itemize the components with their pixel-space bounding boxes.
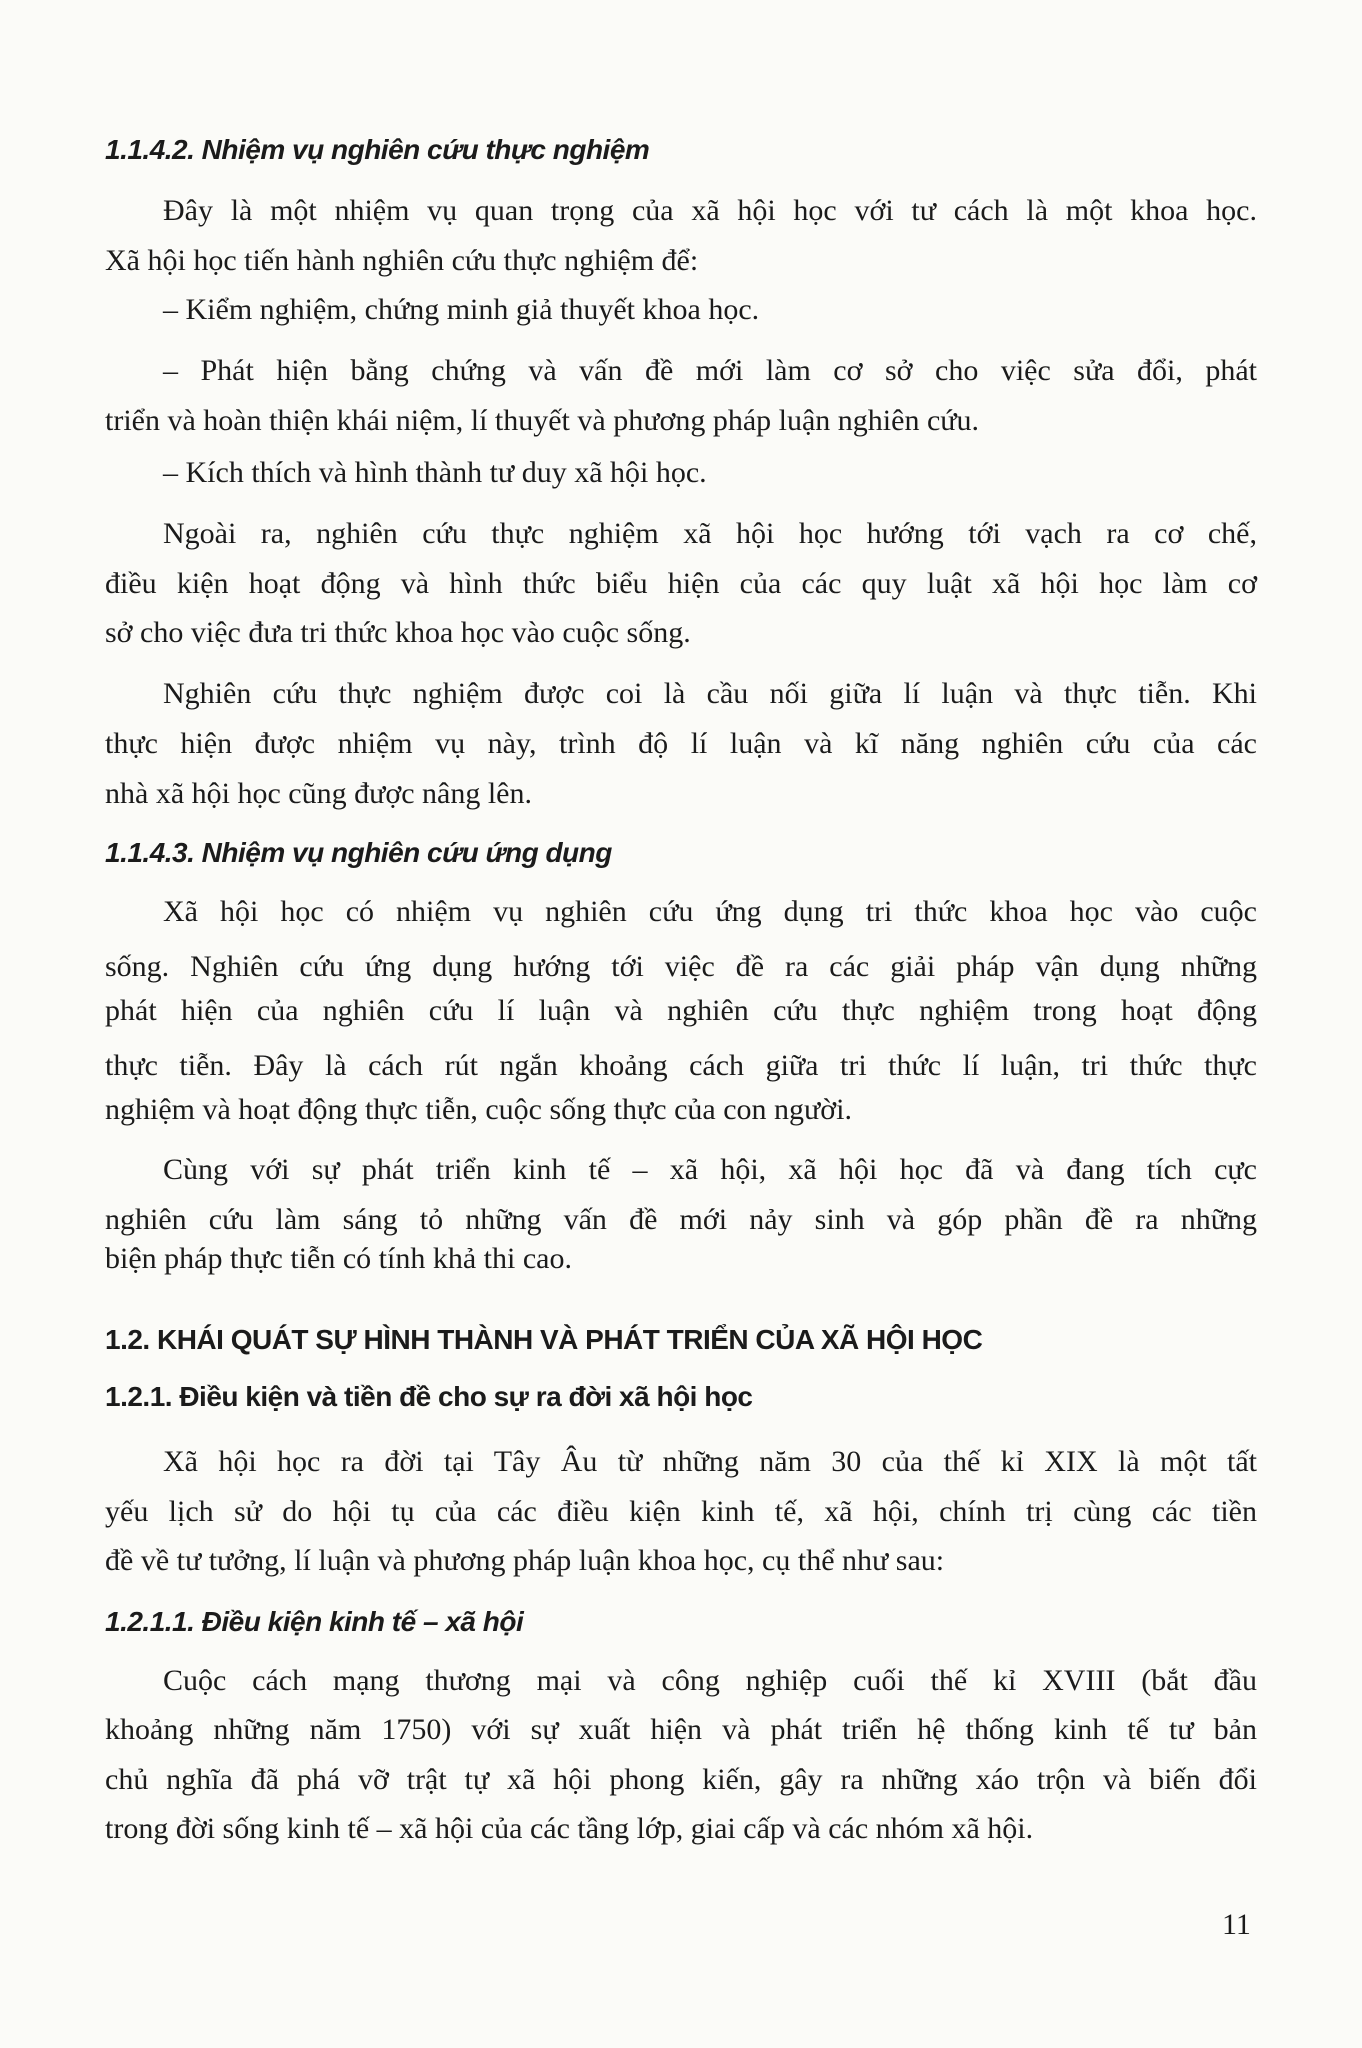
section-heading: 1.1.4.2. Nhiệm vụ nghiên cứu thực nghiệm bbox=[105, 134, 650, 165]
paragraph-line: Ngoài ra, nghiên cứu thực nghiệm xã hội học hướng tới vạch ra cơ chế, bbox=[163, 517, 1257, 550]
paragraph-line: Nghiên cứu thực nghiệm được coi là cầu nối giữa lí luận và thực tiễn. Khi bbox=[163, 677, 1257, 710]
paragraph-line: khoảng những năm 1750) với sự xuất hiện và phát triển hệ thống kinh tế tư bản bbox=[105, 1713, 1257, 1746]
section-heading: 1.1.4.3. Nhiệm vụ nghiên cứu ứng dụng bbox=[105, 837, 612, 868]
paragraph-line: yếu lịch sử do hội tụ của các điều kiện kinh tế, xã hội, chính trị cùng các tiền bbox=[105, 1495, 1257, 1528]
paragraph-line: biện pháp thực tiễn có tính khả thi cao. bbox=[105, 1242, 572, 1275]
paragraph-line: Xã hội học tiến hành nghiên cứu thực nghiệm để: bbox=[105, 244, 699, 277]
page-number: 11 bbox=[1222, 1908, 1251, 1941]
paragraph-line: nghiên cứu làm sáng tỏ những vấn đề mới nảy sinh và góp phần đề ra những bbox=[105, 1203, 1257, 1236]
paragraph-line: Xã hội học có nhiệm vụ nghiên cứu ứng dụng tri thức khoa học vào cuộc bbox=[163, 895, 1257, 928]
paragraph-line: sở cho việc đưa tri thức khoa học vào cuộc sống. bbox=[105, 616, 691, 649]
paragraph-line: Xã hội học ra đời tại Tây Âu từ những năm 30 của thế kỉ XIX là một tất bbox=[163, 1445, 1257, 1478]
paragraph-line: trong đời sống kinh tế – xã hội của các tầng lớp, giai cấp và các nhóm xã hội. bbox=[105, 1812, 1034, 1845]
paragraph-line: nghiệm và hoạt động thực tiễn, cuộc sống thực của con người. bbox=[105, 1093, 852, 1126]
paragraph-line: nhà xã hội học cũng được nâng lên. bbox=[105, 777, 533, 810]
section-heading: 1.2.1.1. Điều kiện kinh tế – xã hội bbox=[105, 1606, 524, 1637]
section-heading: 1.2.1. Điều kiện và tiền đề cho sự ra đời xã hội học bbox=[105, 1381, 753, 1412]
paragraph-line: – Phát hiện bằng chứng và vấn đề mới làm cơ sở cho việc sửa đổi, phát bbox=[163, 354, 1257, 387]
paragraph-line: chủ nghĩa đã phá vỡ trật tự xã hội phong kiến, gây ra những xáo trộn và biến đổi bbox=[105, 1763, 1257, 1796]
paragraph-line: thực hiện được nhiệm vụ này, trình độ lí luận và kĩ năng nghiên cứu của các bbox=[105, 727, 1257, 760]
paragraph-line: triển và hoàn thiện khái niệm, lí thuyết và phương pháp luận nghiên cứu. bbox=[105, 404, 980, 437]
paragraph-line: điều kiện hoạt động và hình thức biểu hiện của các quy luật xã hội học làm cơ bbox=[105, 567, 1257, 600]
paragraph-line: Đây là một nhiệm vụ quan trọng của xã hội học với tư cách là một khoa học. bbox=[163, 194, 1257, 227]
paragraph-line: đề về tư tưởng, lí luận và phương pháp luận khoa học, cụ thể như sau: bbox=[105, 1544, 945, 1577]
section-heading: 1.2. KHÁI QUÁT SỰ HÌNH THÀNH VÀ PHÁT TRIỂN CỦA XÃ HỘI HỌC bbox=[105, 1324, 983, 1355]
paragraph-line: Cuộc cách mạng thương mại và công nghiệp cuối thế kỉ XVIII (bắt đầu bbox=[163, 1664, 1257, 1697]
paragraph-line: Cùng với sự phát triển kinh tế – xã hội, xã hội học đã và đang tích cực bbox=[163, 1153, 1257, 1186]
paragraph-line: phát hiện của nghiên cứu lí luận và nghiên cứu thực nghiệm trong hoạt động bbox=[105, 994, 1257, 1027]
paragraph-line: – Kiểm nghiệm, chứng minh giả thuyết khoa học. bbox=[163, 293, 760, 326]
paragraph-line: thực tiễn. Đây là cách rút ngắn khoảng cách giữa tri thức lí luận, tri thức thực bbox=[105, 1049, 1257, 1082]
paragraph-line: – Kích thích và hình thành tư duy xã hội học. bbox=[163, 456, 707, 489]
paragraph-line: sống. Nghiên cứu ứng dụng hướng tới việc đề ra các giải pháp vận dụng những bbox=[105, 950, 1257, 983]
